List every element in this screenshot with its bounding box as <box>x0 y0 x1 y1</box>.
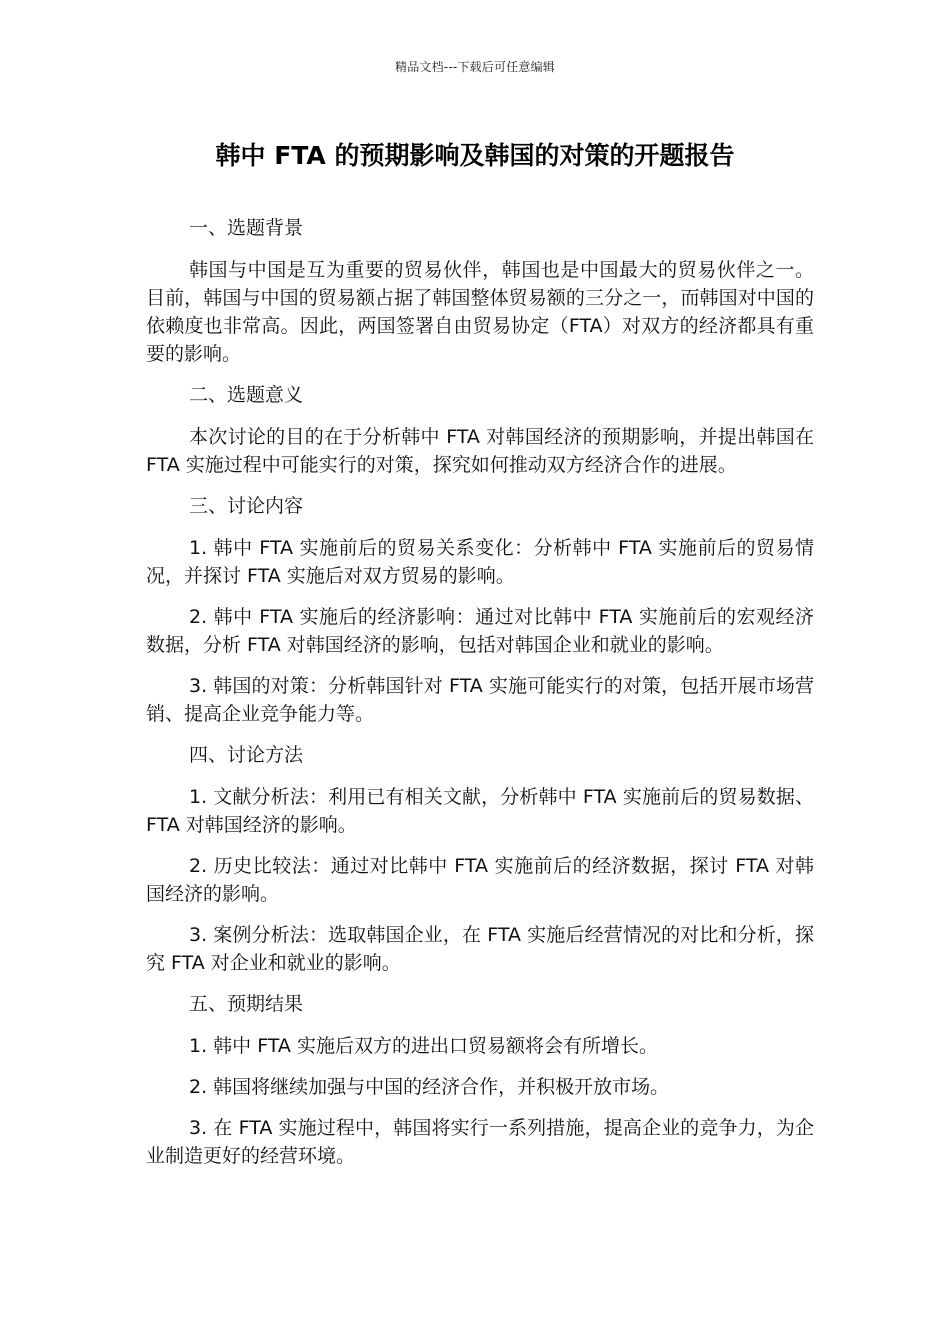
section-content <box>146 492 814 728</box>
list-item: 2. 历史比较法：通过对比韩中 FTA 实施前后的经济数据，探讨 FTA 对韩国经济的影响。 <box>146 855 814 905</box>
document-body <box>146 214 814 1183</box>
list-item: 3. 韩国的对策：分析韩国针对 FTA 实施可能实行的对策，包括开展市场营销、提高企业竞争能力等。 <box>146 675 814 725</box>
list-item: 2. 韩国将继续加强与中国的经济合作，并积极开放市场。 <box>189 1076 670 1098</box>
list-item: 1. 韩中 FTA 实施后双方的进出口贸易额将会有所增长。 <box>189 1035 658 1057</box>
list-item: 2. 韩中 FTA 实施后的经济影响：通过对比韩中 FTA 实施前后的宏观经济数据，分析 FTA 对韩国经济的影响，包括对韩国企业和就业的影响。 <box>146 606 814 656</box>
list-item: 1. 文献分析法：利用已有相关文献，分析韩中 FTA 实施前后的贸易数据、FTA 对韩国经济的影响。 <box>146 786 814 836</box>
paragraph: 韩国与中国是互为重要的贸易伙伴，韩国也是中国最大的贸易伙伴之一。目前，韩国与中国的贸易额占据了韩国整体贸易额的三分之一，而韩国对中国的依赖度也非常高。因此，两国签署自由贸易协定（FTA）对双方的经济都具有重要的影响。 <box>146 259 814 365</box>
section-background <box>146 214 814 368</box>
section-heading: 一、选题背景 <box>189 217 304 239</box>
section-heading: 三、讨论内容 <box>189 495 304 517</box>
paragraph: 本次讨论的目的在于分析韩中 FTA 对韩国经济的预期影响，并提出韩国在 FTA 实施过程中可能实行的对策，探究如何推动双方经济合作的进展。 <box>146 426 814 476</box>
section-expected-results <box>146 990 814 1170</box>
section-heading: 五、预期结果 <box>189 993 304 1015</box>
list-item: 3. 案例分析法：选取韩国企业，在 FTA 实施后经营情况的对比和分析，探究 FTA 对企业和就业的影响。 <box>146 924 814 974</box>
list-item: 3. 在 FTA 实施过程中，韩国将实行一系列措施，提高企业的竞争力，为企业制造更好的经营环境。 <box>146 1117 814 1167</box>
section-methods <box>146 741 814 977</box>
document-title: 韩中 FTA 的预期影响及韩国的对策的开题报告 <box>215 141 735 170</box>
page-header: 精品文档---下载后可任意编辑 <box>395 60 555 74</box>
section-significance <box>146 381 814 479</box>
section-heading: 四、讨论方法 <box>189 744 304 766</box>
list-item: 1. 韩中 FTA 实施前后的贸易关系变化：分析韩中 FTA 实施前后的贸易情况，并探讨 FTA 实施后对双方贸易的影响。 <box>146 537 814 587</box>
section-heading: 二、选题意义 <box>189 384 304 406</box>
